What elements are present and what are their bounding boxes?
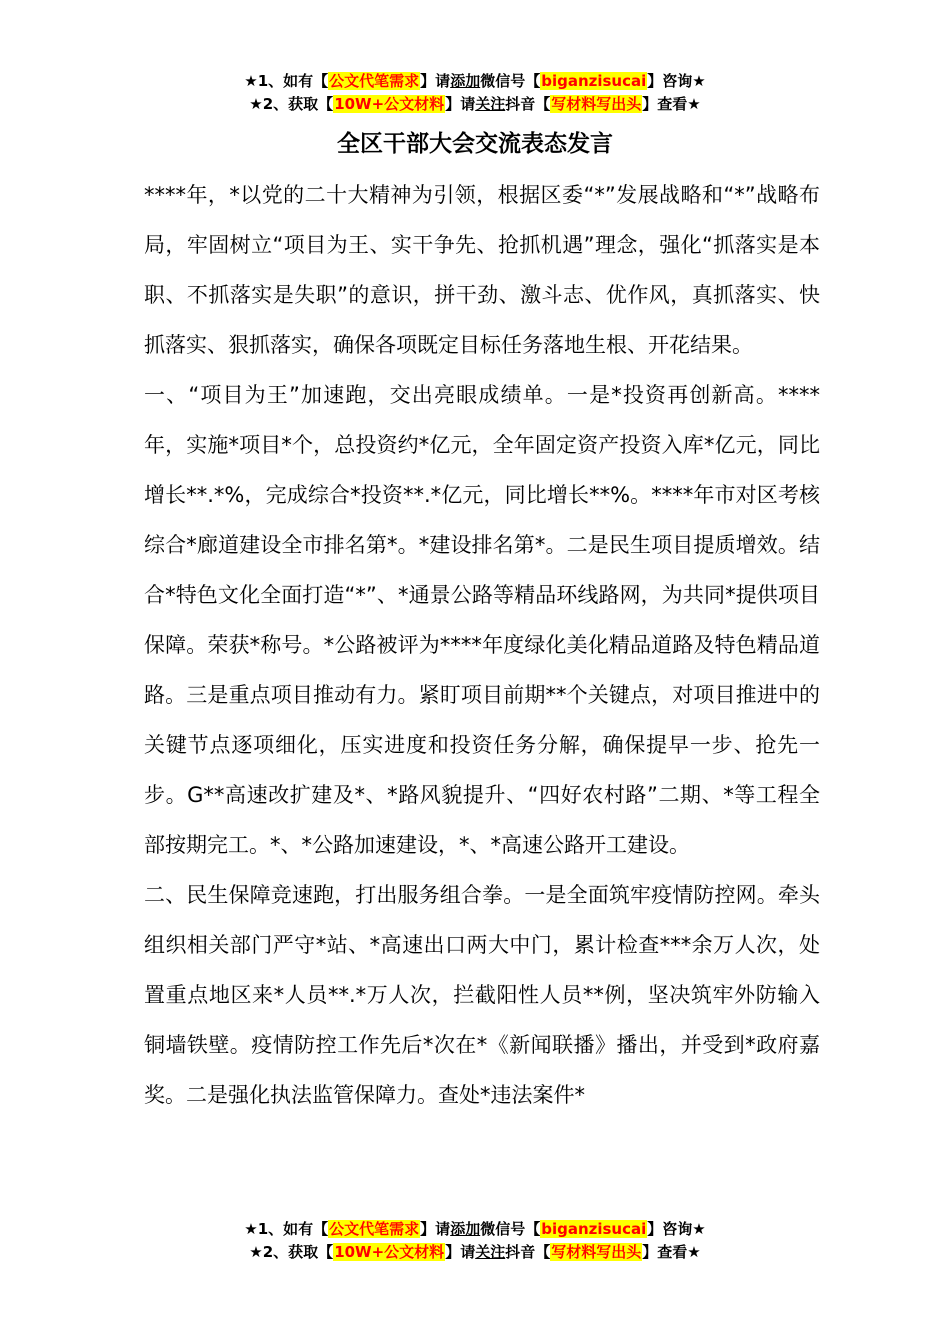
body-paragraph: 一、“项目为王”加速跑，交出亮眼成绩单。一是*投资再创新高。****年，实施*项目*个，总投资约*亿元，全年固定资产投资入库*亿元，同比增长**.*%，完成综合*投资**.*亿元，同比增长**%。****年市对区考核综合*廊道建设全市排名第*。*建设排名第*。二是民生项目提质增效。结合*特色文化全面打造“*”、*通景公路等精品环线路网，为共同*提供项目保障。荣获*称号。*公路被评为****年度绿化美化精品道路及特色精品道路。三是重点项目推动有力。紧盯项目前期**个关键点，对项目推进中的关键节点逐项细化，压实进度和投资任务分解，确保提早一步、抢先一步。G**高速改扩建及*、*路风貌提升、“四好农村路”二期、*等工程全部按期完工。*、*公路加速建设，*、*高速公路开工建设。 [144,383,820,857]
document-body [144,170,820,1120]
promo-text: 】请 [420,72,451,90]
promo-text: ★2、获取【 [249,1243,334,1261]
promo-line-2 [0,93,950,116]
promo-text: ★2、获取【 [249,95,334,113]
body-paragraph: ****年，*以党的二十大精神为引领，根据区委“*”发展战略和“*”战略布局，牢固树立“项目为王、实干争先、抢抓机遇”理念，强化“抓落实是本职、不抓落实是失职”的意识，拼干劲、激斗志、优作风，真抓落实、快抓落实、狠抓落实，确保各项既定目标任务落地生根、开花结果。 [144,183,820,357]
promo-text: 】请 [420,1220,451,1238]
promo-underlined-text: 关注 [475,1243,506,1261]
promo-text: 】咨询★ [647,1220,706,1238]
promo-banner-top [0,70,950,116]
promo-highlight: 公文代笔需求 [329,72,420,90]
promo-text: 抖音【 [505,1243,551,1261]
promo-underlined-text: 添加 [450,1220,481,1238]
document-title: 全区干部大会交流表态发言 [337,131,613,157]
promo-highlight: 公文代笔需求 [329,1220,420,1238]
promo-text: 抖音【 [505,95,551,113]
promo-text: 微信号【 [480,1220,541,1238]
promo-text: 】查看★ [642,95,701,113]
promo-text: 】请 [445,1243,476,1261]
promo-highlight: 写材料写出头 [551,1243,642,1261]
promo-highlight: 10W+公文材料 [334,1243,445,1261]
promo-text: 】查看★ [642,1243,701,1261]
promo-underlined-text: 关注 [475,95,506,113]
promo-highlight: biganzisucai [541,72,647,90]
promo-line-2 [0,1241,950,1264]
promo-text: 微信号【 [480,72,541,90]
promo-text: 】请 [445,95,476,113]
promo-line-1 [0,70,950,93]
promo-text: 】咨询★ [647,72,706,90]
body-paragraph: 二、民生保障竞速跑，打出服务组合拳。一是全面筑牢疫情防控网。牵头组织相关部门严守*站、*高速出口两大中门，累计检查***余万人次，处置重点地区来*人员**.*万人次，拦截阳性人员**例，坚决筑牢外防输入铜墙铁壁。疫情防控工作先后*次在*《新闻联播》播出，并受到*政府嘉奖。二是强化执法监管保障力。查处*违法案件* [144,883,820,1107]
promo-highlight: biganzisucai [541,1220,647,1238]
promo-banner-bottom [0,1218,950,1264]
promo-text: ★1、如有【 [244,72,329,90]
promo-highlight: 写材料写出头 [551,95,642,113]
promo-text: ★1、如有【 [244,1220,329,1238]
promo-underlined-text: 添加 [450,72,481,90]
promo-line-1 [0,1218,950,1241]
promo-highlight: 10W+公文材料 [334,95,445,113]
